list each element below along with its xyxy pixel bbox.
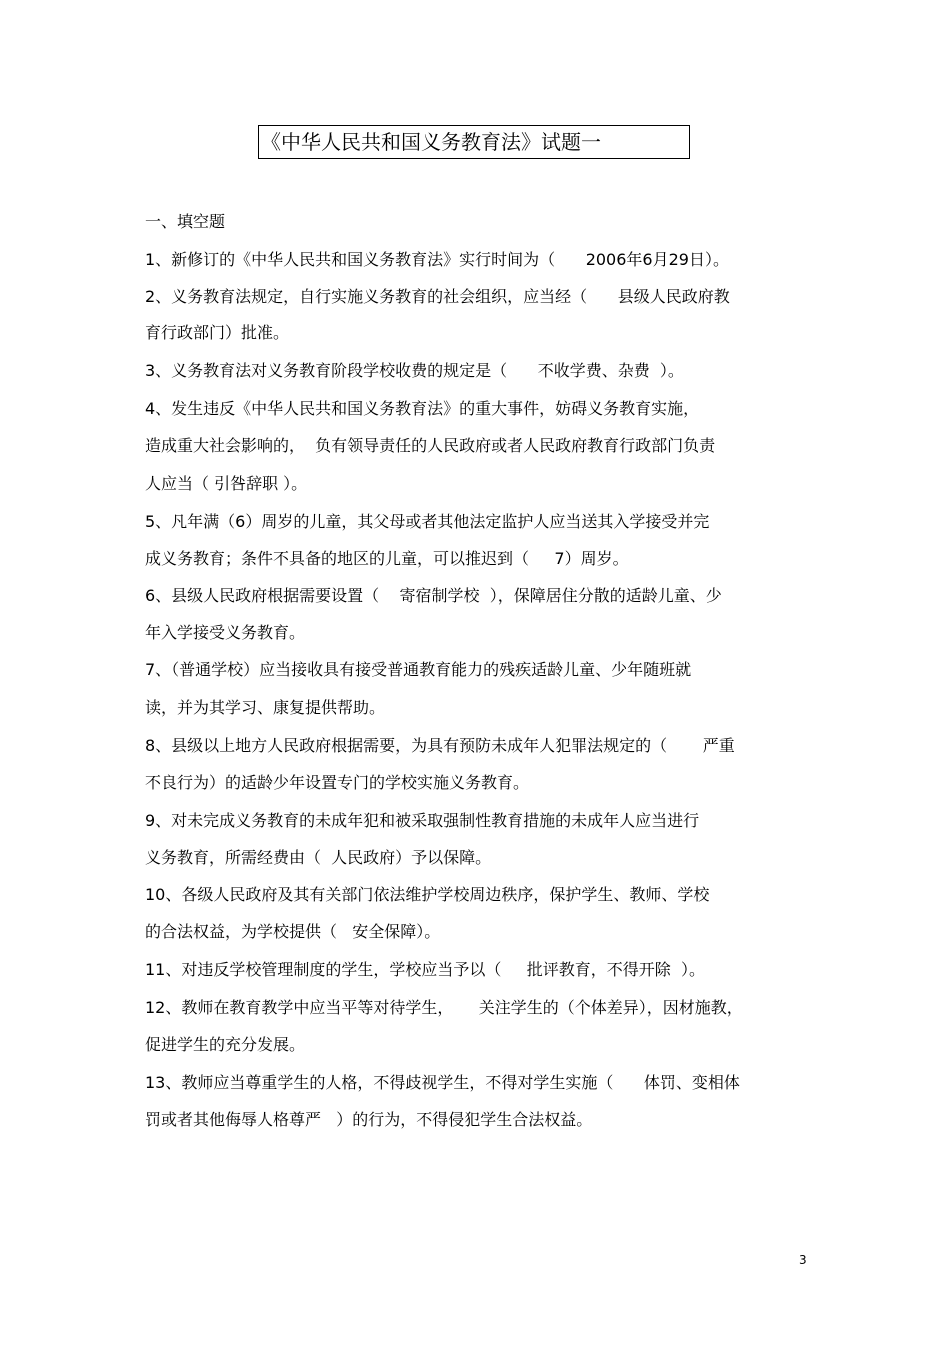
question-line: 12、教师在教育教学中应当平等对待学生， 关注学生的（个体差异），因材施教， — [145, 998, 743, 1017]
question-line: 不良行为）的适龄少年设置专门的学校实施义务教育。 — [145, 773, 530, 792]
question-line: 年入学接受义务教育。 — [145, 623, 306, 642]
question-line: 读，并为其学习、康复提供帮助。 — [145, 698, 386, 717]
page-title: 《中华人民共和国义务教育法》试题一 — [258, 125, 690, 159]
question-line: 促进学生的充分发展。 — [145, 1035, 306, 1054]
question-line: 9、对未完成义务教育的未成年犯和被采取强制性教育措施的未成年人应当进行 — [145, 811, 700, 830]
question-line: 10、各级人民政府及其有关部门依法维护学校周边秩序，保护学生、教师、学校 — [145, 885, 710, 904]
question-line: 成义务教育；条件不具备的地区的儿童，可以推迟到（ 7）周岁。 — [145, 549, 629, 568]
question-line: 1、新修订的《中华人民共和国义务教育法》实行时间为（ 2006年6月29日）。 — [145, 250, 729, 269]
question-line: 13、教师应当尊重学生的人格，不得歧视学生，不得对学生实施（ 体罚、变相体 — [145, 1073, 740, 1092]
question-line: 义务教育，所需经费由（ 人民政府）予以保障。 — [145, 848, 492, 867]
question-line: 3、义务教育法对义务教育阶段学校收费的规定是（ 不收学费、杂费 ）。 — [145, 361, 684, 380]
question-line: 造成重大社会影响的， 负有领导责任的人民政府或者人民政府教育行政部门负责 — [145, 436, 716, 455]
question-line: 11、对违反学校管理制度的学生，学校应当予以（ 批评教育，不得开除 ）。 — [145, 960, 705, 979]
question-line: 2、义务教育法规定，自行实施义务教育的社会组织，应当经（ 县级人民政府教 — [145, 287, 730, 306]
page-number: 3 — [799, 1253, 807, 1267]
question-line: 8、县级以上地方人民政府根据需要，为具有预防未成年人犯罪法规定的（ 严重 — [145, 736, 735, 755]
question-line: 7、（普通学校）应当接收具有接受普通教育能力的残疾适龄儿童、少年随班就 — [145, 660, 692, 679]
question-line: 的合法权益，为学校提供（ 安全保障）。 — [145, 922, 441, 941]
section-heading: 一、填空题 — [145, 212, 226, 231]
question-line: 人应当（ 引咎辞职 ）。 — [145, 474, 308, 493]
question-line: 6、县级人民政府根据需要设置（ 寄宿制学校 ），保障居住分散的适龄儿童、少 — [145, 586, 722, 605]
question-line: 罚或者其他侮辱人格尊严 ）的行为，不得侵犯学生合法权益。 — [145, 1110, 593, 1129]
question-line: 育行政部门）批准。 — [145, 323, 290, 342]
question-line: 5、凡年满（6）周岁的儿童，其父母或者其他法定监护人应当送其入学接受并完 — [145, 512, 710, 531]
question-line: 4、发生违反《中华人民共和国义务教育法》的重大事件，妨碍义务教育实施， — [145, 399, 700, 418]
